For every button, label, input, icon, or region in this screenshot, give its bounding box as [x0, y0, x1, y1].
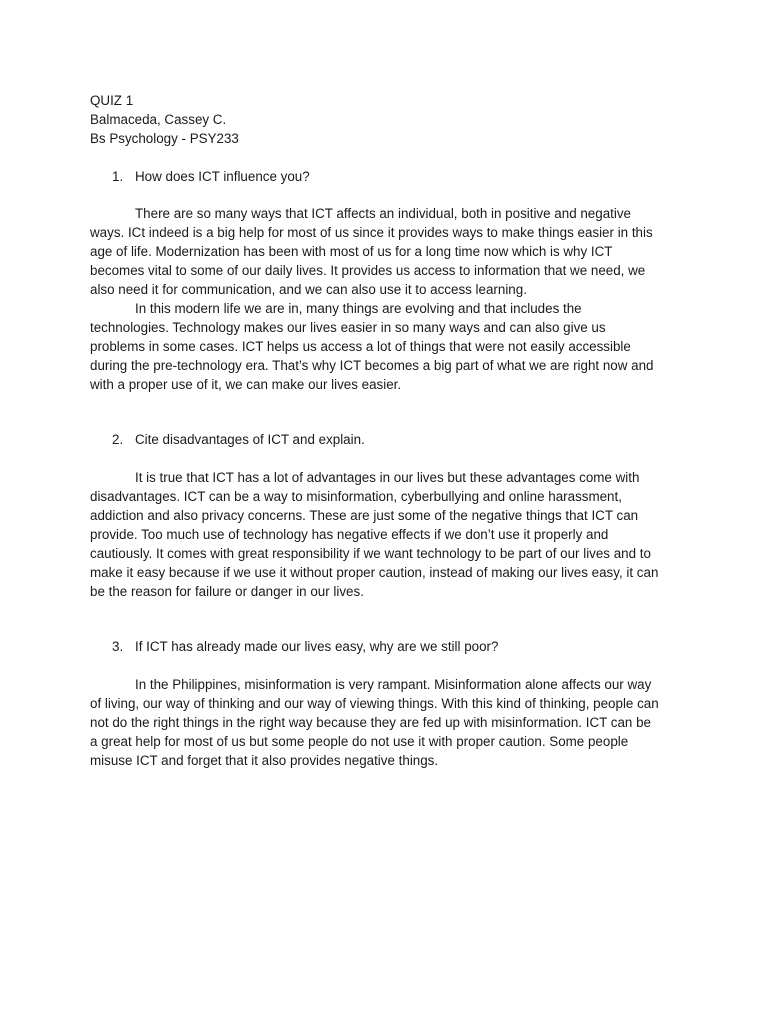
- question-number: 1.: [112, 169, 124, 184]
- answer-line: during the pre-technology era. That’s why ICT becomes a big part of what we are right now and: [90, 358, 654, 373]
- question-text: If ICT has already made our lives easy, why are we still poor?: [135, 639, 499, 654]
- answer-line: It is true that ICT has a lot of advantages in our lives but these advantages come with: [135, 470, 640, 485]
- answer-2: [90, 468, 690, 601]
- question-text: How does ICT influence you?: [135, 169, 310, 184]
- student-name: Balmaceda, Cassey C.: [90, 112, 227, 127]
- answer-line: addiction and also privacy concerns. These are just some of the negative things that ICT can: [90, 508, 639, 523]
- answer-line: make it easy because if we use it without proper caution, instead of making our lives easy, it can: [90, 565, 659, 580]
- answer-1: [90, 204, 690, 394]
- answer-line: cautiously. It comes with great responsibility if we want technology to be part of our lives and to: [90, 546, 651, 561]
- answer-line: age of life. Modernization has been with most of us for a long time now which is why ICT: [90, 244, 613, 259]
- answer-line: ways. ICt indeed is a big help for most of us since it provides ways to make things easier in this: [90, 225, 653, 240]
- answer-line: also need it for communication, and we can also use it to access learning.: [90, 282, 527, 297]
- answer-line: be the reason for failure or danger in our lives.: [90, 584, 364, 599]
- course-code: Bs Psychology - PSY233: [90, 131, 239, 146]
- question-number: 3.: [112, 639, 124, 654]
- answer-line: becomes vital to some of our daily lives. It provides us access to information that we need, we: [90, 263, 646, 278]
- answer-line: problems in some cases. ICT helps us access a lot of things that were not easily accessible: [90, 339, 631, 354]
- answer-line: not do the right things in the right way because they are fed up with misinformation. ICT can be: [90, 715, 651, 730]
- question-text: Cite disadvantages of ICT and explain.: [135, 432, 365, 447]
- question-number: 2.: [112, 432, 124, 447]
- answer-line: misuse ICT and forget that it also provides negative things.: [90, 753, 439, 768]
- answer-line: In the Philippines, misinformation is very rampant. Misinformation alone affects our way: [135, 677, 652, 692]
- answer-line: a great help for most of us but some people do not use it with proper caution. Some people: [90, 734, 629, 749]
- document-title: QUIZ 1: [90, 93, 134, 108]
- answer-line: There are so many ways that ICT affects an individual, both in positive and negative: [135, 206, 631, 221]
- answer-line: disadvantages. ICT can be a way to misinformation, cyberbullying and online harassment,: [90, 489, 622, 504]
- answer-line: of living, our way of thinking and our way of viewing things. With this kind of thinking, people can: [90, 696, 659, 711]
- answer-line: with a proper use of it, we can make our lives easier.: [90, 377, 402, 392]
- answer-line: technologies. Technology makes our lives easier in so many ways and can also give us: [90, 320, 606, 335]
- answer-line: In this modern life we are in, many things are evolving and that includes the: [135, 301, 582, 316]
- answer-3: [90, 675, 690, 770]
- answer-line: provide. Too much use of technology has negative effects if we don’t use it properly and: [90, 527, 609, 542]
